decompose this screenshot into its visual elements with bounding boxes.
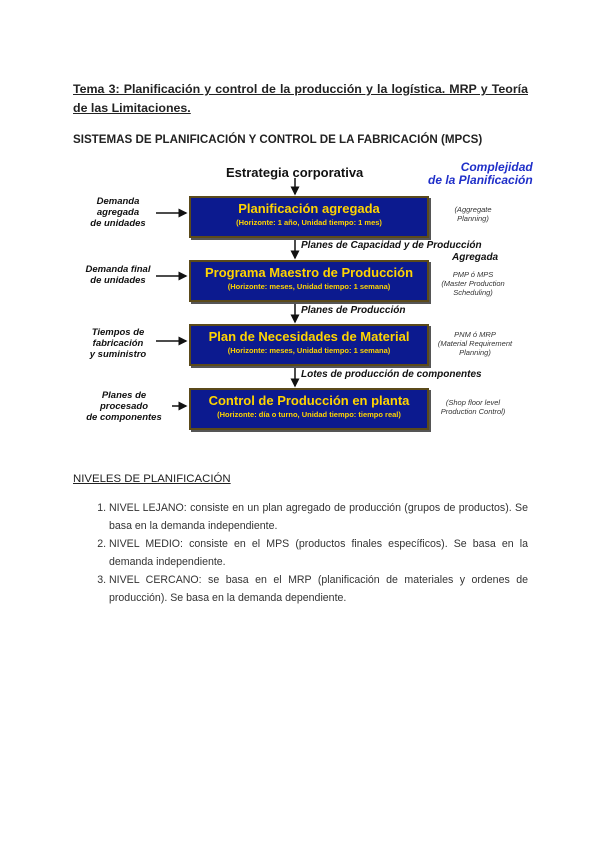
- english-label-line: Planning): [457, 214, 489, 223]
- box-master-schedule: [189, 260, 429, 302]
- input-label-line: de componentes: [86, 412, 162, 423]
- english-label-line: Scheduling): [453, 288, 493, 297]
- box-title: Programa Maestro de Producción: [204, 265, 414, 280]
- complexity-line-2: de la Planificación: [428, 173, 533, 187]
- english-label-1: [428, 205, 518, 223]
- section-title: SISTEMAS DE PLANIFICACIÓN Y CONTROL DE LA FABRICACIÓN (MPCS): [73, 133, 483, 146]
- connector-label-3: Lotes de producción de componentes: [301, 369, 482, 380]
- box-material-requirements: [189, 324, 429, 366]
- box-subtitle: (Horizonte: 1 año, Unidad tiempo: 1 mes): [236, 218, 382, 227]
- input-label-4: [78, 390, 170, 423]
- complexity-line-1: Complejidad: [460, 160, 533, 174]
- list-item: 1. NIVEL LEJANO: consiste en un plan agregado de producción (grupos de productos). Se basa en la demanda independiente.: [109, 500, 528, 535]
- english-label-line: (Master Production: [441, 279, 505, 288]
- input-label-line: Tiempos de: [91, 327, 145, 338]
- english-label-line: Planning): [459, 348, 491, 357]
- strategy-label: Estrategia corporativa: [226, 165, 364, 180]
- input-label-line: agregada: [96, 207, 140, 218]
- document-title: Tema 3: Planificación y control de la producción y la logística. MRP y Teoría de las Limitaciones.: [73, 82, 528, 115]
- input-label-line: Demanda final: [85, 264, 151, 275]
- box-shop-floor-control: [189, 388, 429, 430]
- complexity-label: [428, 161, 533, 187]
- input-label-line: y suministro: [89, 349, 147, 360]
- connector-label-2: Planes de Producción: [301, 305, 406, 316]
- list-item: 2. NIVEL MEDIO: consiste en el MPS (productos finales específicos). Se basa en la demanda independiente.: [109, 536, 528, 571]
- english-label-line: (Shop floor level: [445, 398, 501, 407]
- box-title: Plan de Necesidades de Material: [208, 329, 410, 344]
- input-label-1: [78, 196, 158, 229]
- input-label-line: Demanda: [96, 196, 140, 207]
- box-aggregate-planning: [189, 196, 429, 238]
- english-label-line: PMP ó MPS: [452, 270, 494, 279]
- input-label-line: de unidades: [90, 218, 146, 229]
- box-subtitle: (Horizonte: día o turno, Unidad tiempo: tiempo real): [217, 410, 401, 419]
- english-label-2: [428, 270, 518, 297]
- connector-label-1b: Agregada: [452, 252, 499, 263]
- english-label-line: Production Control): [440, 407, 506, 416]
- input-label-3: [78, 327, 158, 360]
- english-label-line: PNM ó MRP: [454, 330, 496, 339]
- connector-label-1: Planes de Capacidad y de Producción: [301, 240, 482, 251]
- input-label-2: [78, 264, 158, 286]
- box-subtitle: (Horizonte: meses, Unidad tiempo: 1 semana): [227, 346, 391, 355]
- input-label-line: Planes de: [101, 390, 147, 401]
- levels-list: [73, 500, 528, 608]
- english-label-line: (Aggregate: [454, 205, 492, 214]
- english-label-3: [428, 330, 522, 357]
- box-subtitle: (Horizonte: meses, Unidad tiempo: 1 semana): [227, 282, 391, 291]
- box-title: Control de Producción en planta: [208, 393, 410, 408]
- input-label-line: procesado: [99, 401, 149, 412]
- box-title: Planificación agregada: [238, 201, 380, 216]
- input-label-line: de unidades: [90, 275, 146, 286]
- input-label-line: fabricación: [92, 338, 144, 349]
- english-label-line: (Material Requirement: [437, 339, 513, 348]
- english-label-4: [428, 398, 518, 416]
- levels-title: NIVELES DE PLANIFICACIÓN: [73, 473, 231, 485]
- list-item: 3. NIVEL CERCANO: se basa en el MRP (planificación de materiales y ordenes de producción). Se basa en la demanda dependiente.: [109, 572, 528, 607]
